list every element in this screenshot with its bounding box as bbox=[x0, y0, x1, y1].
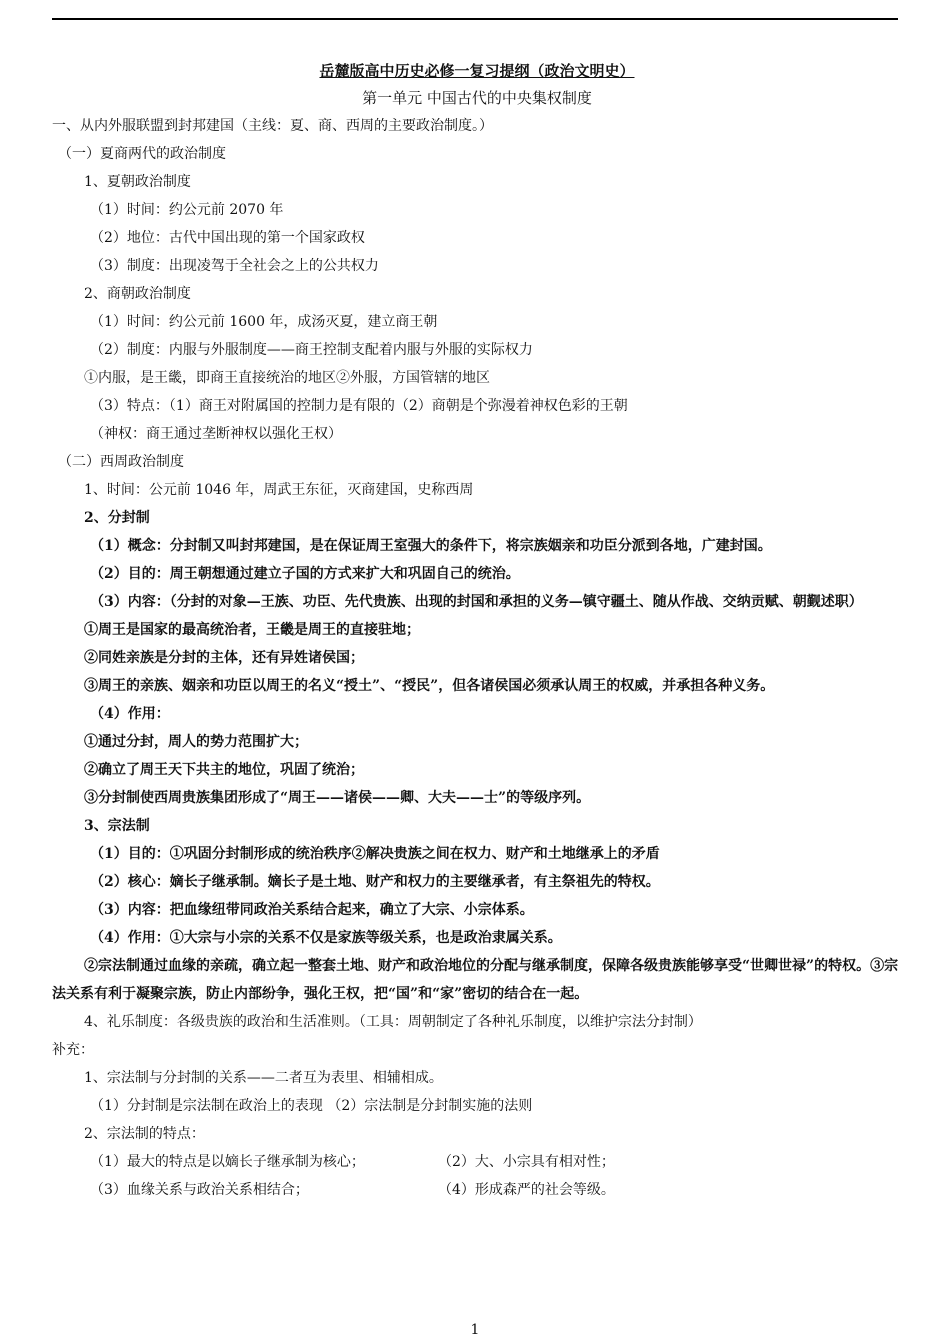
outline-line: （2）目的：周王朝想通过建立子国的方式来扩大和巩固自己的统治。 bbox=[90, 566, 520, 582]
feature-item: （1）最大的特点是以嫡长子继承制为核心； bbox=[90, 1154, 365, 1170]
feature-item: （2）大、小宗具有相对性； bbox=[438, 1154, 615, 1170]
outline-line: （2）制度：内服与外服制度——商王控制支配着内服与外服的实际权力 bbox=[90, 342, 533, 358]
top-rule bbox=[52, 18, 898, 20]
outline-line: （1）时间：约公元前 2070 年 bbox=[90, 202, 284, 218]
unit-heading: 第一单元 中国古代的中央集权制度 bbox=[362, 89, 592, 107]
outline-line: 4、礼乐制度：各级贵族的政治和生活准则。（工具：周朝制定了各种礼乐制度，以维护宗法分封制） bbox=[84, 1014, 702, 1030]
outline-line: （一）夏商两代的政治制度 bbox=[58, 146, 226, 162]
outline-line: （二）西周政治制度 bbox=[58, 454, 184, 470]
outline-line: 补充： bbox=[52, 1042, 94, 1058]
outline-line: 2、商朝政治制度 bbox=[84, 286, 191, 302]
outline-line: 1、时间：公元前 1046 年，周武王东征，灭商建国，史称西周 bbox=[84, 482, 474, 498]
feature-item: （4）形成森严的社会等级。 bbox=[438, 1182, 615, 1198]
outline-line: （1）概念：分封制又叫封邦建国，是在保证周王室强大的条件下，将宗族姻亲和功臣分派到各地，广建封国。 bbox=[90, 538, 772, 554]
outline-line: （2）核心：嫡长子继承制。嫡长子是土地、财产和权力的主要继承者，有主祭祖先的特权。 bbox=[90, 874, 660, 890]
feature-row bbox=[52, 1176, 902, 1204]
outline-line: （2）地位：古代中国出现的第一个国家政权 bbox=[90, 230, 365, 246]
outline-line: （3）特点：（1）商王对附属国的控制力是有限的（2）商朝是个弥漫着神权色彩的王朝 bbox=[90, 398, 628, 414]
outline-line: （4）作用： bbox=[90, 706, 170, 722]
outline-line: ②同姓亲族是分封的主体，还有异姓诸侯国； bbox=[84, 650, 364, 666]
outline-line: 2、分封制 bbox=[84, 510, 150, 526]
outline-line: （3）内容：（分封的对象—王族、功臣、先代贵族、出现的封国和承担的义务—镇守疆土、随从作战、交纳贡赋、朝觐述职） bbox=[90, 594, 863, 610]
outline-line: ①周王是国家的最高统治者，王畿是周王的直接驻地； bbox=[84, 622, 420, 638]
outline-line: （1）目的：①巩固分封制形成的统治秩序②解决贵族之间在权力、财产和土地继承上的矛盾 bbox=[90, 846, 660, 862]
outline-lines bbox=[52, 112, 902, 1148]
outline-line: 1、夏朝政治制度 bbox=[84, 174, 191, 190]
feature-row bbox=[52, 1148, 902, 1176]
outline-line: 2、宗法制的特点： bbox=[84, 1126, 205, 1142]
outline-line: （4）作用：①大宗与小宗的关系不仅是家族等级关系，也是政治隶属关系。 bbox=[90, 930, 562, 946]
outline-line: ②宗法制通过血缘的亲疏，确立起一整套土地、财产和政治地位的分配与继承制度，保障各级贵族能够享受“世卿世禄”的特权。③宗法关系有利于凝聚宗族，防止内部纷争，强化王权，把“国”和“家”密切的结合在一起。 bbox=[52, 958, 899, 1002]
outline-line: （3）内容：把血缘纽带同政治关系结合起来，确立了大宗、小宗体系。 bbox=[90, 902, 534, 918]
outline-line: ③分封制使西周贵族集团形成了“周王——诸侯——卿、大夫——士”的等级序列。 bbox=[84, 790, 591, 806]
outline-line: ①内服，是王畿，即商王直接统治的地区②外服，方国管辖的地区 bbox=[84, 370, 490, 386]
outline-line: ②确立了周王天下共主的地位，巩固了统治； bbox=[84, 762, 364, 778]
document-title: 岳麓版高中历史必修一复习提纲（政治文明史） bbox=[319, 62, 635, 80]
outline-line: 一、从内外服联盟到封邦建国（主线：夏、商、西周的主要政治制度。） bbox=[52, 118, 493, 134]
outline-line: （3）制度：出现凌驾于全社会之上的公共权力 bbox=[90, 258, 379, 274]
outline-line: ③周王的亲族、姻亲和功臣以周王的名义“授土”、“授民”，但各诸侯国必须承认周王的权威，并承担各种义务。 bbox=[84, 678, 775, 694]
outline-line: （1）时间：约公元前 1600 年，成汤灭夏，建立商王朝 bbox=[90, 314, 438, 330]
page-number: 1 bbox=[470, 1322, 480, 1338]
document-body bbox=[52, 58, 902, 1204]
features-list bbox=[52, 1148, 902, 1204]
outline-line: 1、宗法制与分封制的关系——二者互为表里、相辅相成。 bbox=[84, 1070, 443, 1086]
outline-line: （1）分封制是宗法制在政治上的表现 （2）宗法制是分封制实施的法则 bbox=[90, 1098, 533, 1114]
feature-item: （3）血缘关系与政治关系相结合； bbox=[90, 1182, 309, 1198]
outline-line: （神权：商王通过垄断神权以强化王权） bbox=[90, 426, 342, 442]
outline-line: ①通过分封，周人的势力范围扩大； bbox=[84, 734, 308, 750]
outline-line: 3、宗法制 bbox=[84, 818, 150, 834]
